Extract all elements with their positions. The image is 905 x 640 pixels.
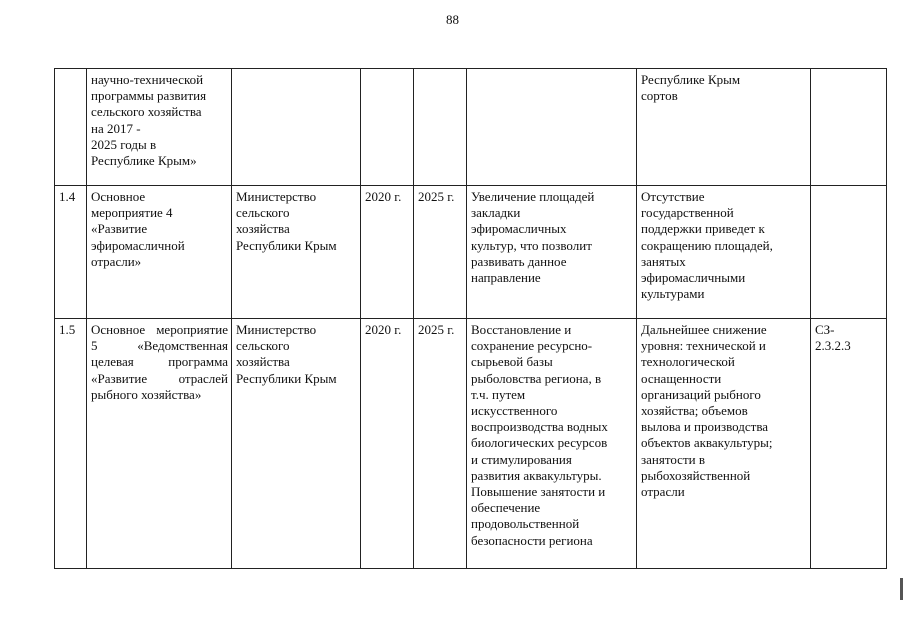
row-number-cell: 1.4 [55,186,87,319]
expected-result-cell: Восстановление и сохранение ресурсно- сырьевой базы рыболовства региона, в т.ч. путем искусственного воспроизводства водных биологических ресурсов и стимулирования развития аквакультуры. Повышение занятости и обеспечение продовольственной безопасности региона [467,319,637,569]
expected-result-cell [467,69,637,186]
executor-cell [232,69,361,186]
start-year-cell [361,69,414,186]
end-year-cell [414,69,467,186]
start-year-cell: 2020 г. [361,319,414,569]
row-number-cell [55,69,87,186]
start-year-cell: 2020 г. [361,186,414,319]
table-row-1-4 [55,186,887,319]
table-row-continuation [55,69,887,186]
indicator-link-cell: СЗ- 2.3.2.3 [811,319,887,569]
table-row-1-5 [55,319,887,569]
measure-name-cell: Основное мероприятие 5 «Ведомственная целевая программа «Развитие отраслей рыбного хозяйства» [87,319,232,569]
consequence-cell: Республике Крым сортов [637,69,811,186]
end-year-cell: 2025 г. [414,186,467,319]
indicator-link-cell [811,69,887,186]
measure-name-cell: научно-технической программы развития сельского хозяйства на 2017 - 2025 годы в Республике Крым» [87,69,232,186]
indicator-link-cell [811,186,887,319]
page-number: 88 [446,12,459,27]
row-number-cell: 1.5 [55,319,87,569]
end-year-cell: 2025 г. [414,319,467,569]
measure-name-cell: Основное мероприятие 4 «Развитие эфиромасличной отрасли» [87,186,232,319]
program-measures-table [54,68,887,569]
scan-margin-mark [900,578,903,600]
executor-cell: Министерство сельского хозяйства Республики Крым [232,319,361,569]
consequence-cell: Отсутствие государственной поддержки приведет к сокращению площадей, занятых эфиромасличными культурами [637,186,811,319]
consequence-cell: Дальнейшее снижение уровня: технической и технологической оснащенности организаций рыбного хозяйства; объемов вылова и производства объектов аквакультуры; занятости в рыбохозяйственной отрасли [637,319,811,569]
expected-result-cell: Увеличение площадей закладки эфиромасличных культур, что позволит развивать данное направление [467,186,637,319]
executor-cell: Министерство сельского хозяйства Республики Крым [232,186,361,319]
